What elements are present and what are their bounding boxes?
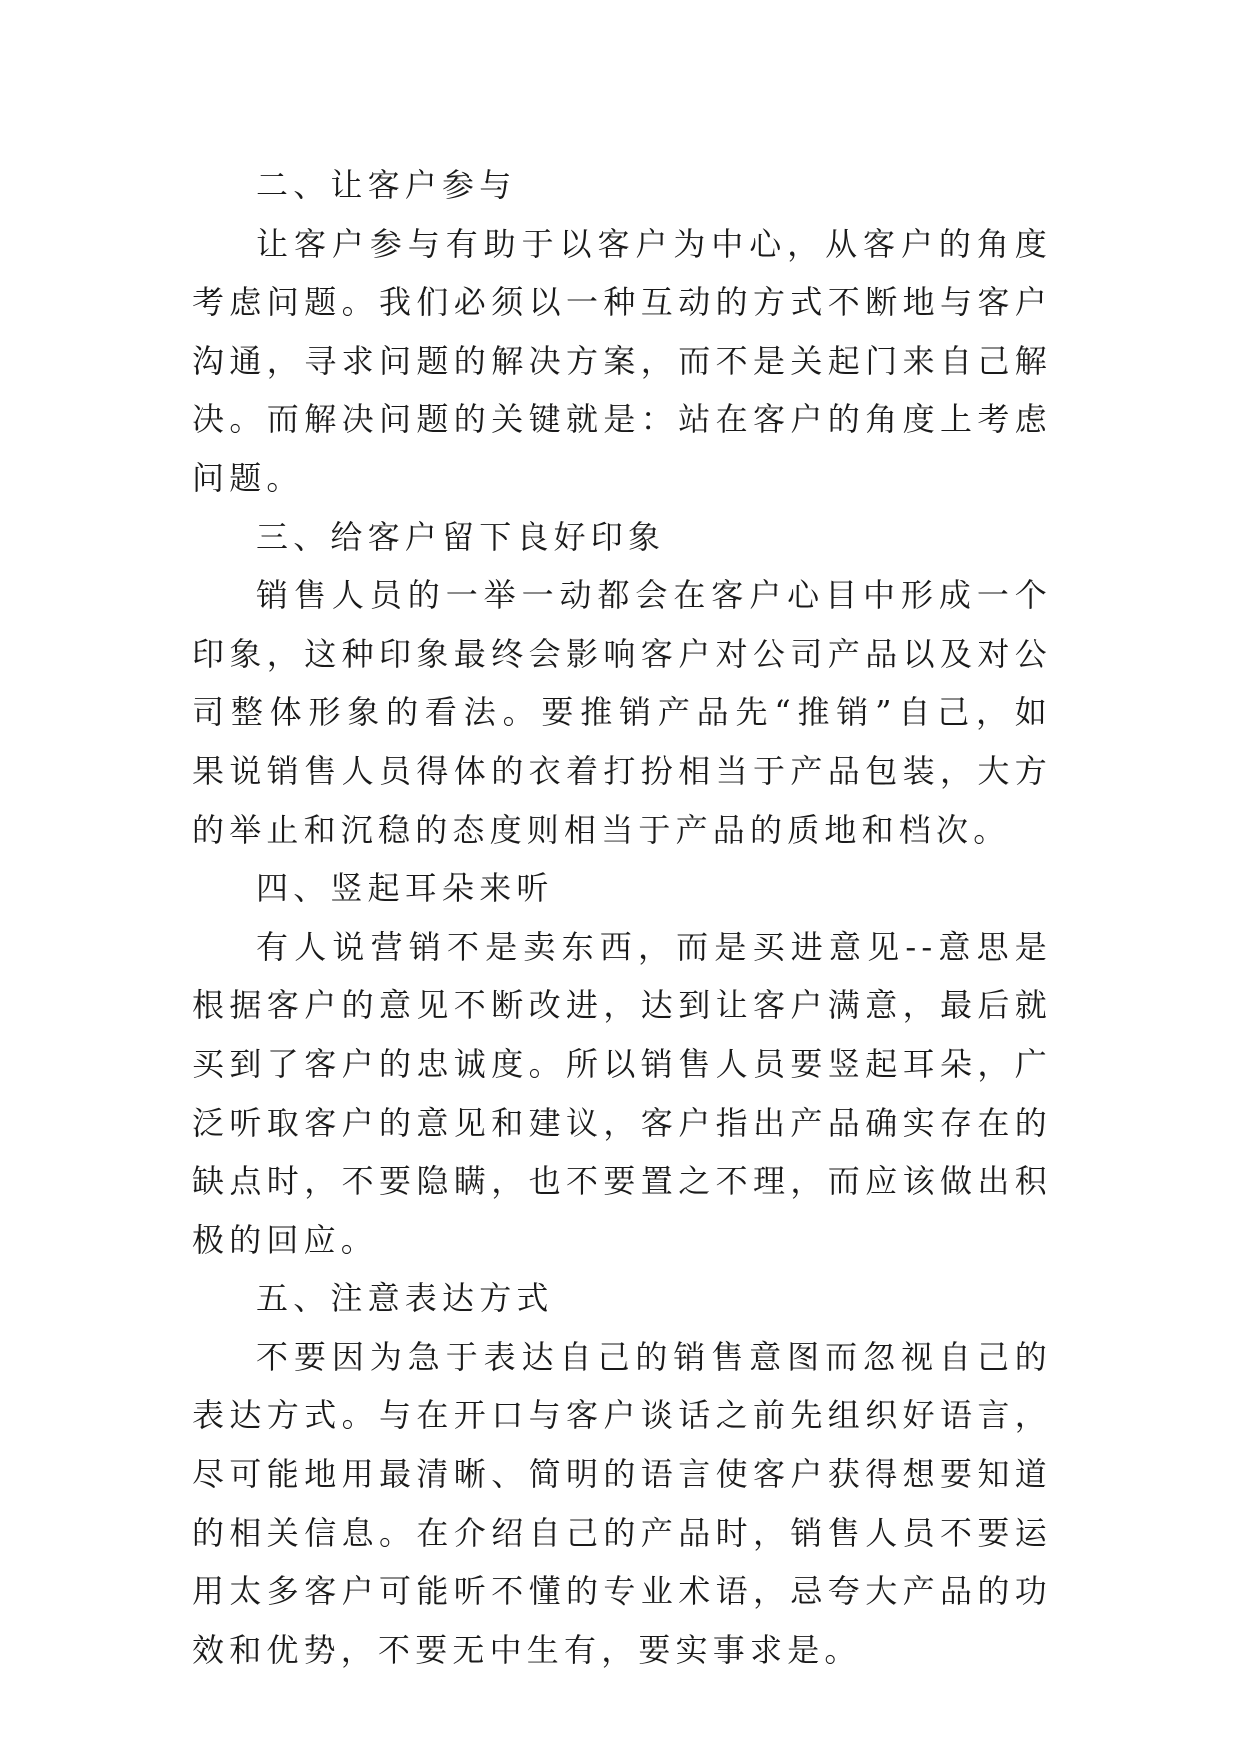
section-expression [192, 1269, 1052, 1679]
section-good-impression [192, 508, 1052, 860]
section-paragraph: 不要因为急于表达自己的销售意图而忽视自己的表达方式。与在开口与客户谈话之前先组织好语言，尽可能地用最清晰、简明的语言使客户获得想要知道的相关信息。在介绍自己的产品时，销售人员不要运用太多客户可能听不懂的专业术语，忌夸大产品的功效和优势，不要无中生有，要实事求是。 [192, 1337, 1052, 1669]
document-body [192, 156, 1052, 1679]
section-paragraph: 销售人员的一举一动都会在客户心目中形成一个印象，这种印象最终会影响客户对公司产品以及对公司整体形象的看法。要推销产品先“推销”自己，如果说销售人员得体的衣着打扮相当于产品包装，大方的举止和沉稳的态度则相当于产品的质地和档次。 [192, 576, 1052, 849]
section-customer-participation [192, 156, 1052, 508]
section-listen [192, 859, 1052, 1269]
section-heading: 四、竖起耳朵来听 [256, 869, 554, 908]
section-heading: 三、给客户留下良好印象 [256, 517, 666, 556]
section-heading: 二、让客户参与 [256, 166, 517, 204]
section-paragraph: 有人说营销不是卖东西，而是买进意见--意思是根据客户的意见不断改进，达到让客户满意，最后就买到了客户的忠诚度。所以销售人员要竖起耳朵，广泛听取客户的意见和建议，客户指出产品确实存在的缺点时，不要隐瞒，也不要置之不理，而应该做出积极的回应。 [192, 927, 1052, 1259]
section-paragraph: 让客户参与有助于以客户为中心，从客户的角度考虑问题。我们必须以一种互动的方式不断地与客户沟通，寻求问题的解决方案，而不是关起门来自己解决。而解决问题的关键就是：站在客户的角度上考虑问题。 [192, 224, 1052, 497]
section-heading: 五、注意表达方式 [256, 1279, 554, 1318]
